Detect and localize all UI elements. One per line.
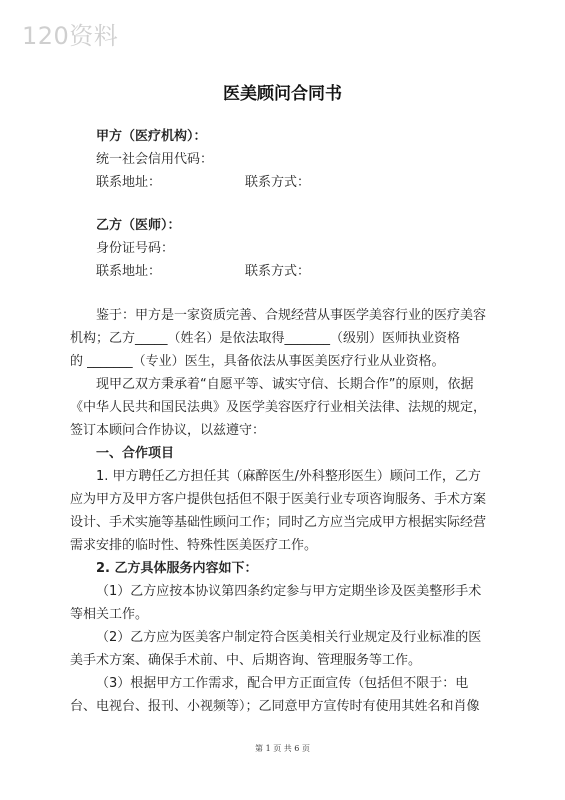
section-heading: 一、合作项目: [96, 446, 175, 461]
party-a-contact: 联系方式：: [245, 175, 311, 190]
party-b-contact: 联系方式：: [245, 264, 311, 279]
body-line: 美手术方案、确保手术前、中、后期咨询、管理服务等工作。: [70, 653, 422, 668]
party-b-heading: 乙方（医师）：: [96, 218, 181, 233]
body-line: 台、电视台、报刊、小视频等）；乙同意甲方宣传时有使用其姓名和肖像: [70, 699, 480, 714]
body-line: 的 _______（专业）医生，具备依法从事医美医疗行业从业资格。: [70, 354, 445, 369]
body-line: 《中华人民共和国民法典》及医学美容医疗行业相关法律、法规的规定，: [70, 400, 487, 415]
body-line: 签订本顾问合作协议，以兹遵守：: [70, 423, 266, 438]
body-line: 应为甲方及甲方客户提供包括但不限于医美行业专项咨询服务、手术方案: [70, 492, 487, 507]
party-a-heading: 甲方（医疗机构）：: [96, 129, 207, 144]
body-line: 需求安排的临时性、特殊性医美医疗工作。: [70, 538, 318, 553]
page-footer: 第 1 页 共 6 页: [255, 744, 310, 753]
body-line: （1）乙方应按本协议第四条约定参与甲方定期坐诊及医美整形手术: [96, 584, 482, 599]
body-line: 现甲乙双方秉承着“自愿平等、诚实守信、长期合作”的原则，依据: [96, 377, 474, 392]
body-line: 1. 甲方聘任乙方担任其（麻醉医生/外科整形医生）顾问工作，乙方: [96, 469, 481, 484]
watermark-logo: 120资料: [22, 22, 119, 50]
document-title: 医美顾问合同书: [223, 84, 342, 104]
body-line: 机构；乙方_____（姓名）是依法取得_______（级别）医师执业资格: [70, 331, 461, 346]
body-line: （3）根据甲方工作需求，配合甲方正面宣传（包括但不限于：电: [96, 676, 469, 691]
subsection-heading: 2. 乙方具体服务内容如下：: [96, 561, 258, 576]
party-b-address: 联系地址：: [96, 264, 162, 279]
party-a-credit-code: 统一社会信用代码：: [96, 152, 214, 167]
party-a-address: 联系地址：: [96, 175, 162, 190]
body-line: 等相关工作。: [70, 607, 149, 622]
body-line: （2）乙方应为医美客户制定符合医美相关行业规定及行业标准的医: [96, 630, 482, 645]
party-b-id-number: 身份证号码：: [96, 241, 175, 256]
body-line: 鉴于：甲方是一家资质完善、合规经营从事医学美容行业的医疗美容: [96, 308, 487, 323]
body-line: 设计、手术实施等基础性顾问工作；同时乙方应当完成甲方根据实际经营: [70, 515, 487, 530]
